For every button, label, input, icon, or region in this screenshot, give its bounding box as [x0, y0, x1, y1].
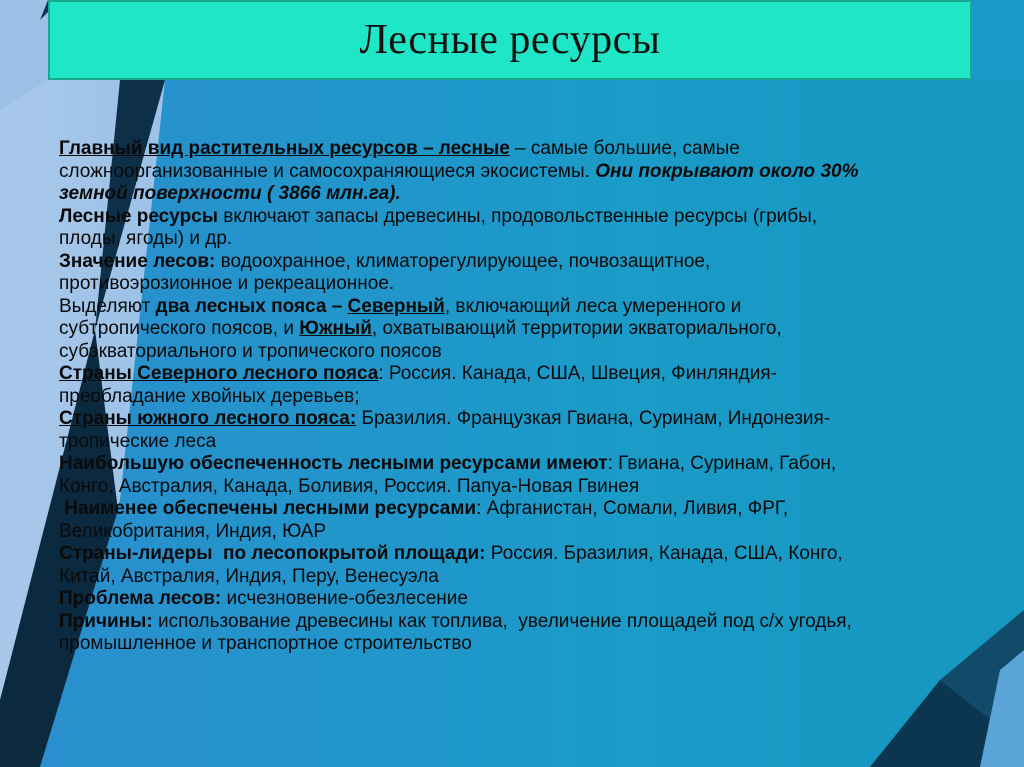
text-line [59, 296, 994, 319]
slide-body [59, 138, 994, 656]
text-line [59, 138, 994, 161]
text-span: Причины: [59, 610, 153, 632]
text-line [59, 183, 994, 206]
text-span: Великобритания, Индия, ЮАР [59, 520, 327, 542]
title-box [48, 0, 972, 80]
text-line [59, 498, 994, 521]
text-line [59, 251, 994, 274]
text-span: Конго, Австралия, Канада, Боливия, Россия. Папуа-Новая Гвинея [59, 475, 640, 497]
text-line [59, 341, 994, 364]
text-line [59, 521, 994, 544]
text-line [59, 408, 994, 431]
text-span: тропические леса [59, 430, 217, 452]
text-span: Главный вид растительных ресурсов – лесные [59, 138, 510, 159]
slide-title: Лесные ресурсы [359, 17, 661, 63]
text-span: Южный [299, 318, 372, 339]
text-span: – самые большие, самые [509, 138, 740, 159]
text-span: включают запасы древесины, продовольственные ресурсы (грибы, [217, 205, 818, 227]
text-span: Лесные ресурсы [59, 205, 218, 227]
text-span: Страны Северного лесного пояса [59, 363, 379, 384]
text-span: использование древесины как топлива, увеличение площадей под с/х угодья, [152, 610, 852, 632]
top-right-panel-shape [972, 0, 1024, 80]
text-line [59, 453, 994, 476]
text-span: Проблема лесов: [59, 588, 222, 609]
text-line [59, 161, 994, 184]
text-span: Северный [347, 295, 445, 317]
text-span: Россия. Бразилия, Канада, США, Конго, [485, 543, 843, 564]
text-span: Значение лесов: [59, 250, 216, 272]
text-line [59, 228, 994, 251]
text-span: Страны южного лесного пояса: [59, 408, 357, 429]
text-line [59, 566, 994, 589]
text-span: Бразилия. Французкая Гвиана, Суринам, Индонезия- [356, 408, 831, 429]
text-span: : Россия. Канада, США, Швеция, Финляндия- [378, 363, 777, 384]
text-span: плоды, ягоды) и др. [59, 228, 233, 249]
text-span: два лесных пояса – [155, 295, 348, 317]
text-span: Наибольшую обеспеченность лесными ресурсами имеют [59, 453, 608, 474]
text-span: промышленное и транспортное строительство [59, 633, 472, 654]
text-line [59, 431, 994, 454]
text-span: Китай, Австралия, Индия, Перу, Венесуэла [59, 565, 439, 587]
text-span: преобладание хвойных деревьев; [59, 385, 360, 407]
text-span: Выделяют [59, 295, 156, 317]
text-span: Они покрывают около 30% [595, 160, 859, 182]
text-span: , включающий леса умеренного и [444, 295, 742, 317]
text-line [59, 476, 994, 499]
text-span: сложноорганизованные и самосохраняющиеся экосистемы. [59, 160, 596, 182]
text-line [59, 273, 994, 296]
text-span: , охватывающий территории экваториального, [371, 318, 782, 339]
text-span: субэкваториального и тропического поясов [59, 340, 442, 362]
text-line [59, 206, 994, 229]
text-span: земной поверхности ( 3866 млн.га). [59, 183, 401, 204]
text-line [59, 633, 994, 656]
text-span: : Афганистан, Сомали, Ливия, ФРГ, [476, 498, 789, 519]
text-line [59, 588, 994, 611]
text-span: противоэрозионное и рекреационное. [59, 273, 395, 294]
text-span: : Гвиана, Суринам, Габон, [607, 453, 837, 474]
text-span: Страны-лидеры по лесопокрытой площади: [59, 543, 486, 564]
text-span: водоохранное, климаторегулирующее, почвозащитное, [215, 250, 711, 272]
text-line [59, 611, 994, 634]
text-line [59, 543, 994, 566]
text-span: исчезновение-обезлесение [221, 588, 468, 609]
text-span: Наименее обеспечены лесными ресурсами [59, 498, 477, 519]
text-line [59, 386, 994, 409]
text-span: субтропического поясов, и [59, 318, 300, 339]
text-line [59, 318, 994, 341]
text-line [59, 363, 994, 386]
